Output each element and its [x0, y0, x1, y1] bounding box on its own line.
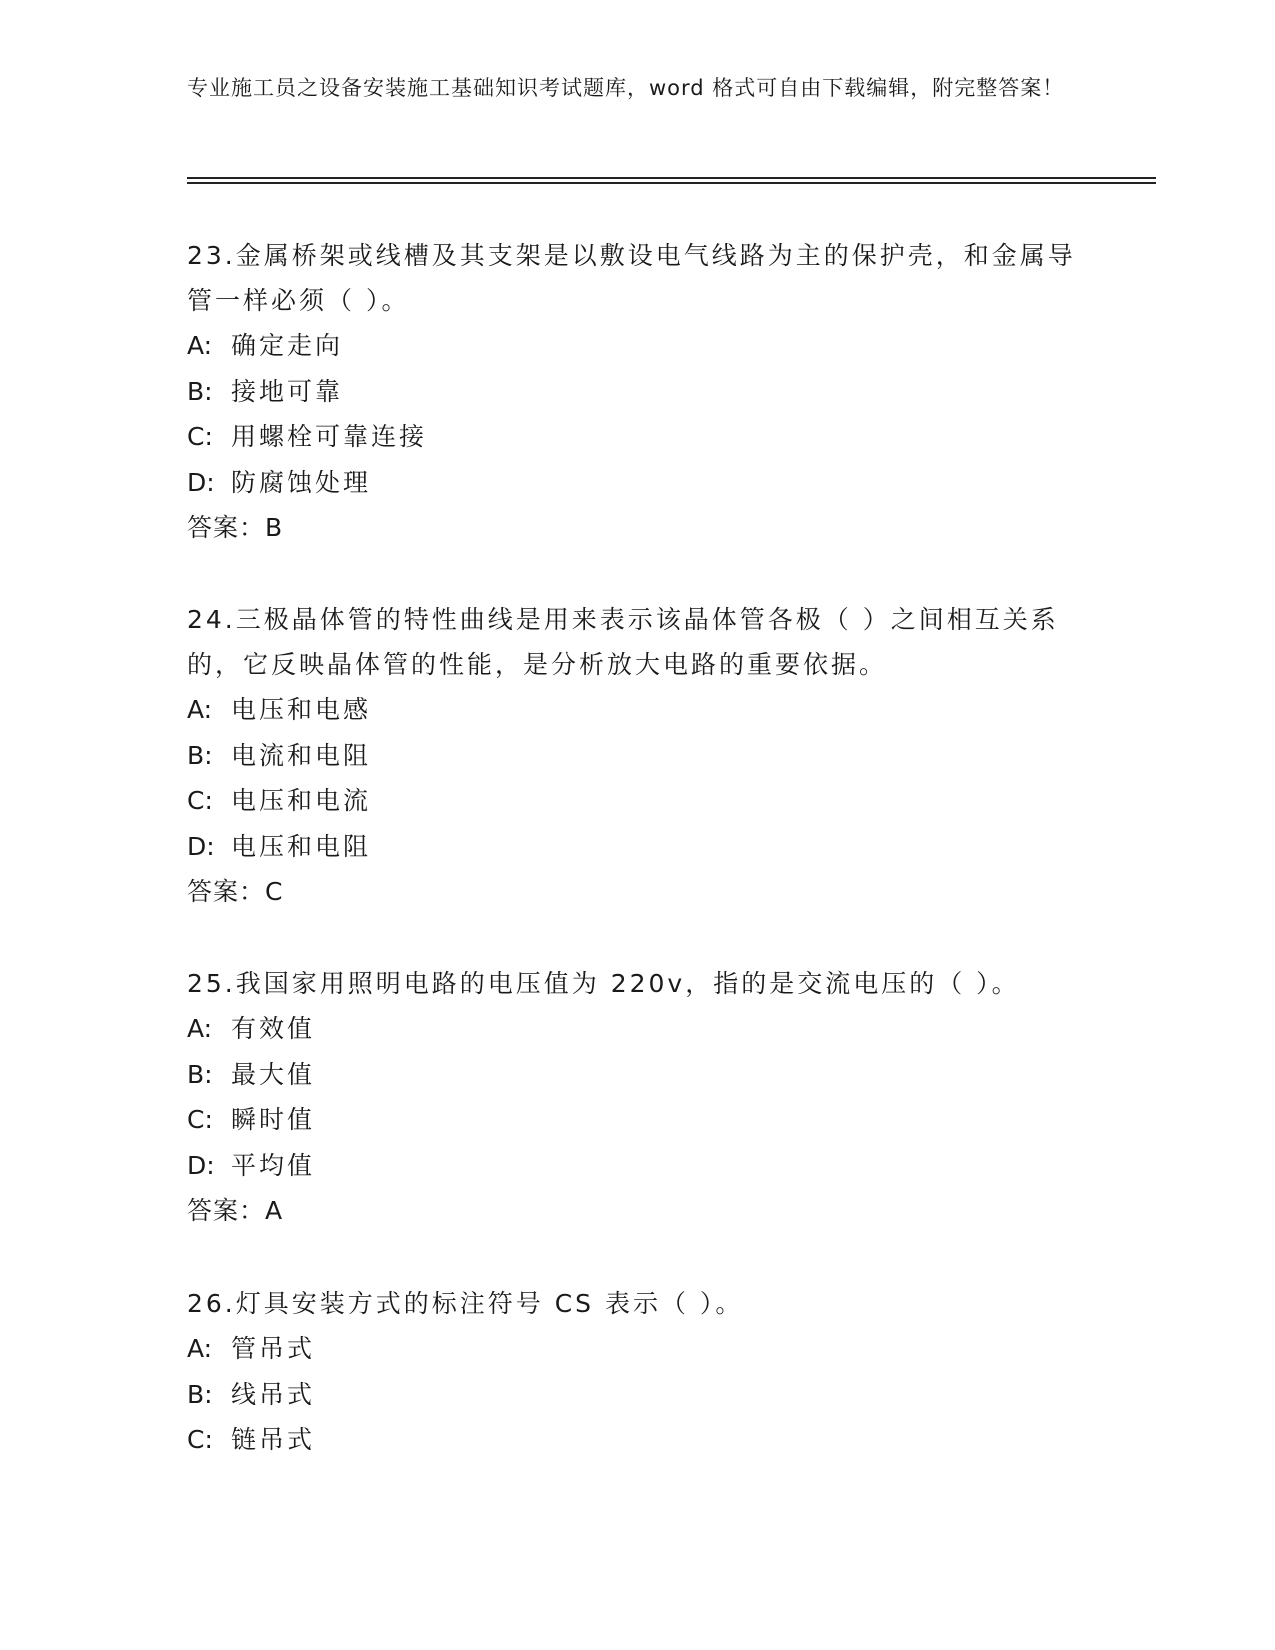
option-key: B: — [187, 376, 213, 406]
option-key: A: — [187, 331, 213, 360]
option-text: 瞬时值 — [231, 1105, 316, 1134]
option-key: A: — [187, 1014, 213, 1043]
option-key: B: — [187, 740, 213, 770]
option-key: D: — [187, 467, 215, 497]
option-b — [187, 733, 1087, 779]
option-text: 接地可靠 — [231, 376, 344, 406]
option-d — [187, 460, 1087, 506]
option-text: 链吊式 — [231, 1425, 316, 1454]
option-key: C: — [187, 1105, 213, 1134]
option-key: B: — [187, 1059, 213, 1089]
header-divider-top — [187, 177, 1156, 179]
option-text: 平均值 — [231, 1150, 316, 1180]
option-text: 有效值 — [231, 1014, 316, 1043]
option-a — [187, 1326, 1087, 1372]
option-text: 管吊式 — [231, 1334, 316, 1363]
option-text: 线吊式 — [231, 1379, 316, 1409]
answer-line: 答案：B — [187, 513, 284, 542]
question-stem: 24.三极晶体管的特性曲线是用来表示该晶体管各极（ ）之间相互关系的，它反映晶体管的性能，是分析放大电路的重要依据。 — [187, 605, 1059, 679]
answer-line: 答案：A — [187, 1196, 284, 1225]
option-a — [187, 1006, 1087, 1052]
option-text: 电压和电感 — [231, 695, 372, 724]
option-a — [187, 687, 1087, 733]
option-key: A: — [187, 1334, 213, 1363]
option-key: D: — [187, 1150, 215, 1180]
option-d — [187, 1143, 1087, 1189]
option-text: 电压和电流 — [231, 786, 372, 815]
option-key: B: — [187, 1379, 213, 1409]
document-intro: 专业施工员之设备安装施工基础知识考试题库，word 格式可自由下载编辑，附完整答案！ — [187, 76, 1065, 100]
option-c — [187, 414, 1087, 460]
question-26 — [187, 1281, 1087, 1463]
option-c — [187, 778, 1087, 824]
question-stem: 26.灯具安装方式的标注符号 CS 表示（ ）。 — [187, 1289, 744, 1318]
option-text: 电压和电阻 — [231, 831, 372, 861]
option-key: A: — [187, 695, 213, 724]
option-text: 电流和电阻 — [231, 740, 372, 770]
option-text: 确定走向 — [231, 331, 344, 360]
option-text: 用螺栓可靠连接 — [231, 422, 428, 451]
option-d — [187, 824, 1087, 870]
option-key: C: — [187, 786, 213, 815]
question-stem: 25.我国家用照明电路的电压值为 220v，指的是交流电压的（ ）。 — [187, 969, 1020, 998]
option-text: 防腐蚀处理 — [231, 467, 372, 497]
question-23 — [187, 233, 1087, 551]
option-b — [187, 1052, 1087, 1098]
question-24 — [187, 597, 1087, 915]
option-key: D: — [187, 831, 215, 861]
question-stem: 23.金属桥架或线槽及其支架是以敷设电气线路为主的保护壳，和金属导管一样必须（ ）。 — [187, 241, 1076, 315]
option-a — [187, 323, 1087, 369]
option-c — [187, 1097, 1087, 1143]
option-b — [187, 369, 1087, 415]
option-b — [187, 1372, 1087, 1418]
header-divider-bottom — [187, 182, 1156, 184]
option-key: C: — [187, 422, 213, 451]
option-text: 最大值 — [231, 1059, 316, 1089]
option-key: C: — [187, 1425, 213, 1454]
question-25 — [187, 961, 1087, 1234]
answer-line: 答案：C — [187, 877, 284, 906]
option-c — [187, 1417, 1087, 1463]
